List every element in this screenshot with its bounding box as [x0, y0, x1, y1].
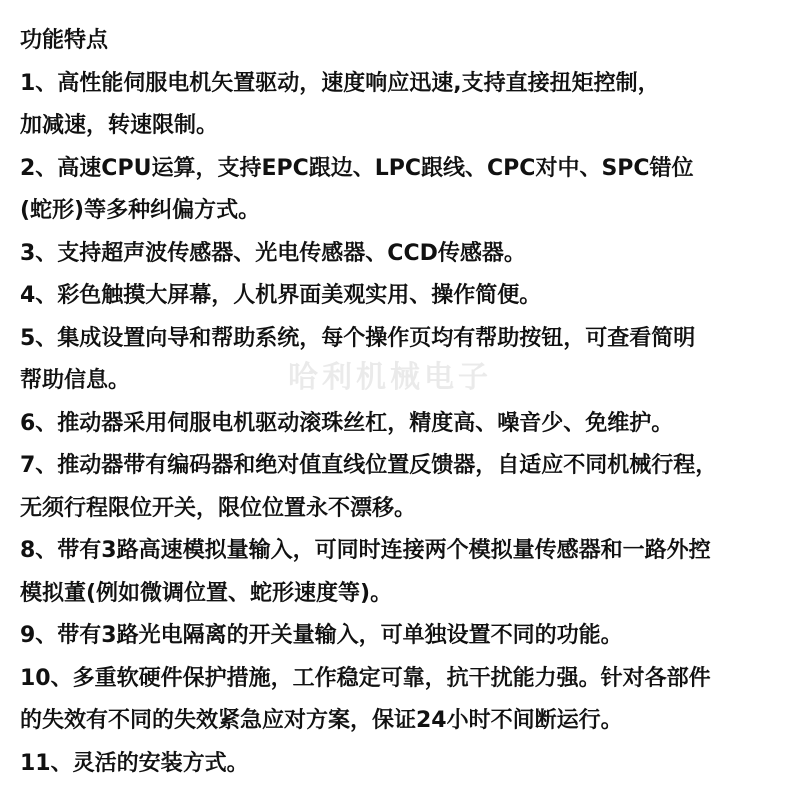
feature-line-6: 4、彩色触摸大屏幕，人机界面美观实用、操作简便。: [20, 283, 542, 308]
feature-line-14: 9、带有3路光电隔离的开关量输入，可单独设置不同的功能。: [20, 623, 623, 648]
watermark: 哈利机械电子: [288, 360, 492, 395]
feature-line-2: 加减速，转速限制。: [20, 113, 219, 138]
feature-line-5: 3、支持超声波传感器、光电传感器、CCD传感器。: [20, 240, 526, 266]
feature-line-10: 7、推动器带有编码器和绝对值直线位置反馈器，自适应不同机械行程，: [20, 453, 718, 478]
feature-line-13: 模拟董(例如微调位置、蛇形速度等)。: [20, 580, 393, 606]
feature-document: [20, 20, 790, 785]
document-heading: 功能特点: [20, 28, 109, 53]
feature-line-8: 帮助信息。: [20, 368, 131, 393]
feature-line-4: (蛇形)等多种纠偏方式。: [20, 198, 261, 223]
feature-line-15: 10、多重软硬件保护措施，工作稳定可靠，抗干扰能力强。针对各部件: [20, 665, 711, 691]
feature-line-17: 11、灵活的安装方式。: [20, 750, 249, 776]
feature-line-9: 6、推动器采用伺服电机驱动滚珠丝杠，精度高、噪音少、免维护。: [20, 410, 674, 436]
feature-line-16: 的失效有不同的失效紧急应对方案，保证24小时不间断运行。: [20, 708, 623, 733]
feature-line-12: 8、带有3路高速模拟量输入，可同时连接两个模拟量传感器和一路外控: [20, 538, 711, 563]
feature-line-3: 2、高速CPU运算，支持EPC跟边、LPC跟线、CPC对中、SPC错位: [20, 155, 694, 181]
feature-line-11: 无须行程限位开关，限位位置永不漂移。: [20, 495, 417, 521]
feature-line-7: 5、集成设置向导和帮助系统，每个操作页均有帮助按钮，可查看简明: [20, 325, 696, 351]
feature-line-1: 1、高性能伺服电机矢置驱动，速度响应迅速,支持直接扭矩控制，: [20, 70, 660, 96]
